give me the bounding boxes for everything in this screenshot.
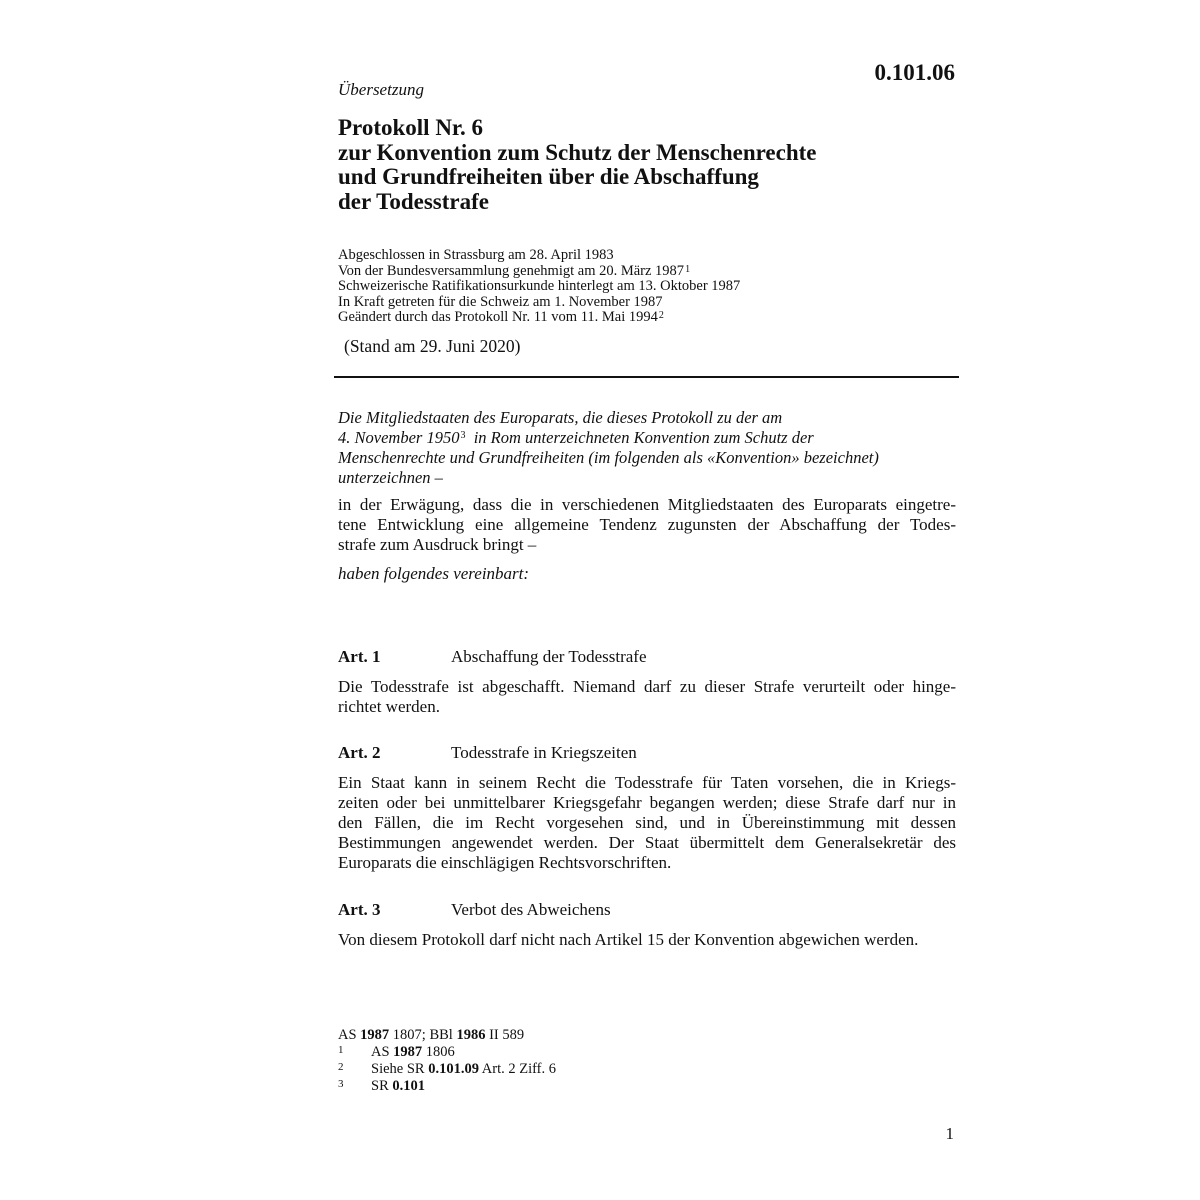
title-line: und Grundfreiheiten über die Abschaffung	[338, 164, 759, 189]
meta-amended-text: Geändert durch das Protokoll Nr. 11 vom 11. Mai 1994	[338, 309, 658, 325]
document-metadata	[338, 248, 958, 326]
footnote-link[interactable]: 0.101	[392, 1078, 425, 1094]
paragraph-line: strafe zum Ausdruck bringt –	[338, 535, 537, 554]
status-date: (Stand am 29. Juni 2020)	[344, 336, 521, 356]
article-title: Todesstrafe in Kriegszeiten	[451, 743, 637, 762]
preamble	[338, 408, 956, 488]
footnote-item	[338, 1078, 956, 1095]
preamble-line: unterzeichnen –	[338, 468, 443, 487]
preamble-line: Die Mitgliedstaaten des Europarats, die dieses Protokoll zu der am	[338, 408, 783, 427]
paragraph-line: Bestimmungen angewendet werden. Der Staat übermittelt dem Generalsekretär des	[338, 833, 956, 852]
document-title	[338, 116, 958, 214]
article-number: Art. 2	[338, 743, 381, 762]
title-line: zur Konvention zum Schutz der Menschenrechte	[338, 139, 817, 165]
page-number: 1	[945, 1124, 954, 1143]
footnotes	[338, 1027, 956, 1095]
meta-in-force: In Kraft getreten für die Schweiz am 1. November 1987	[338, 293, 663, 310]
footnote-ref[interactable]: 1	[685, 263, 691, 275]
paragraph-line: den Fällen, die im Recht vorgesehen sind, und in Übereinstimmung mit dessen	[338, 813, 956, 832]
article-title: Abschaffung der Todesstrafe	[451, 647, 647, 666]
article-number: Art. 3	[338, 900, 381, 919]
title-line: Protokoll Nr. 6	[338, 115, 484, 140]
article-body	[338, 677, 956, 717]
article-title: Verbot des Abweichens	[451, 900, 611, 919]
article-number: Art. 1	[338, 647, 381, 666]
footnote-number: 2	[338, 1061, 344, 1073]
agreed-clause: haben folgendes vereinbart:	[338, 564, 530, 583]
paragraph-line: in der Erwägung, dass die in verschiedenen Mitgliedstaaten des Europarats eingetre-	[338, 495, 956, 514]
paragraph-line: tene Entwicklung eine allgemeine Tendenz zugunsten der Abschaffung der Todes-	[338, 515, 956, 534]
footnote-text	[371, 1044, 455, 1061]
paragraph-line: Von diesem Protokoll darf nicht nach Artikel 15 der Konvention abgewichen werden.	[338, 930, 919, 949]
article-heading	[338, 647, 956, 667]
footnote-item	[338, 1044, 956, 1061]
article-heading	[338, 743, 956, 763]
footnote-part: Art. 2 Ziff. 6	[478, 1061, 557, 1077]
footnote-ref[interactable]: 2	[658, 310, 664, 321]
footnote-year: 1986	[456, 1027, 486, 1043]
footnote-text: 1807; BBl	[389, 1027, 457, 1043]
article-body	[338, 773, 956, 873]
meta-concluded: Abgeschlossen in Strassburg am 28. April 1983	[338, 247, 614, 263]
article-body	[338, 930, 956, 950]
footnote-ref[interactable]: 3	[460, 430, 466, 441]
preamble-date: 4. November 1950	[338, 428, 460, 447]
footnote-part: 1806	[422, 1044, 455, 1060]
title-line: der Todesstrafe	[338, 188, 489, 214]
meta-ratification: Schweizerische Ratifikationsurkunde hinterlegt am 13. Oktober 1987	[338, 278, 741, 294]
header-divider	[334, 376, 959, 378]
preamble-line: Menschenrechte und Grundfreiheiten (im folgenden als «Konvention» bezeichnet)	[338, 448, 879, 467]
footnote-text: AS	[338, 1027, 361, 1043]
translation-note: Übersetzung	[338, 80, 424, 99]
footnote-text: II 589	[485, 1027, 525, 1043]
footnote-link[interactable]: 0.101.09	[428, 1061, 479, 1077]
paragraph-line: richtet werden.	[338, 697, 440, 716]
footnote-text	[371, 1061, 556, 1078]
source-reference	[338, 1027, 956, 1044]
meta-approved-text: Von der Bundesversammlung genehmigt am 20. März 1987	[338, 262, 685, 279]
footnote-text	[371, 1078, 425, 1095]
paragraph-line: zeiten oder bei unmittelbarer Kriegsgefahr begangen werden; diese Strafe darf nur in	[338, 793, 956, 812]
article-heading	[338, 900, 956, 920]
footnote-year: 1987	[360, 1027, 390, 1043]
footnote-item	[338, 1061, 956, 1078]
sr-number: 0.101.06	[874, 60, 955, 85]
paragraph-line: Europarats die einschlägigen Rechtsvorschriften.	[338, 853, 672, 872]
meta-approved	[338, 264, 958, 280]
footnote-year: 1987	[393, 1044, 423, 1060]
meta-amended	[338, 310, 958, 326]
consideration-paragraph	[338, 495, 956, 555]
paragraph-line: Ein Staat kann in seinem Recht die Todesstrafe für Taten vorsehen, die in Kriegs-	[338, 773, 956, 792]
footnote-number: 3	[338, 1078, 344, 1090]
paragraph-line: Die Todesstrafe ist abgeschafft. Niemand darf zu dieser Strafe verurteilt oder hinge-	[338, 677, 956, 696]
preamble-line	[338, 428, 956, 448]
footnote-part: SR	[371, 1078, 393, 1094]
footnote-number: 1	[338, 1044, 344, 1056]
preamble-text: in Rom unterzeichneten Konvention zum Schutz der	[465, 428, 814, 447]
footnote-part: Siehe SR	[371, 1061, 429, 1077]
footnote-part: AS	[371, 1044, 394, 1060]
